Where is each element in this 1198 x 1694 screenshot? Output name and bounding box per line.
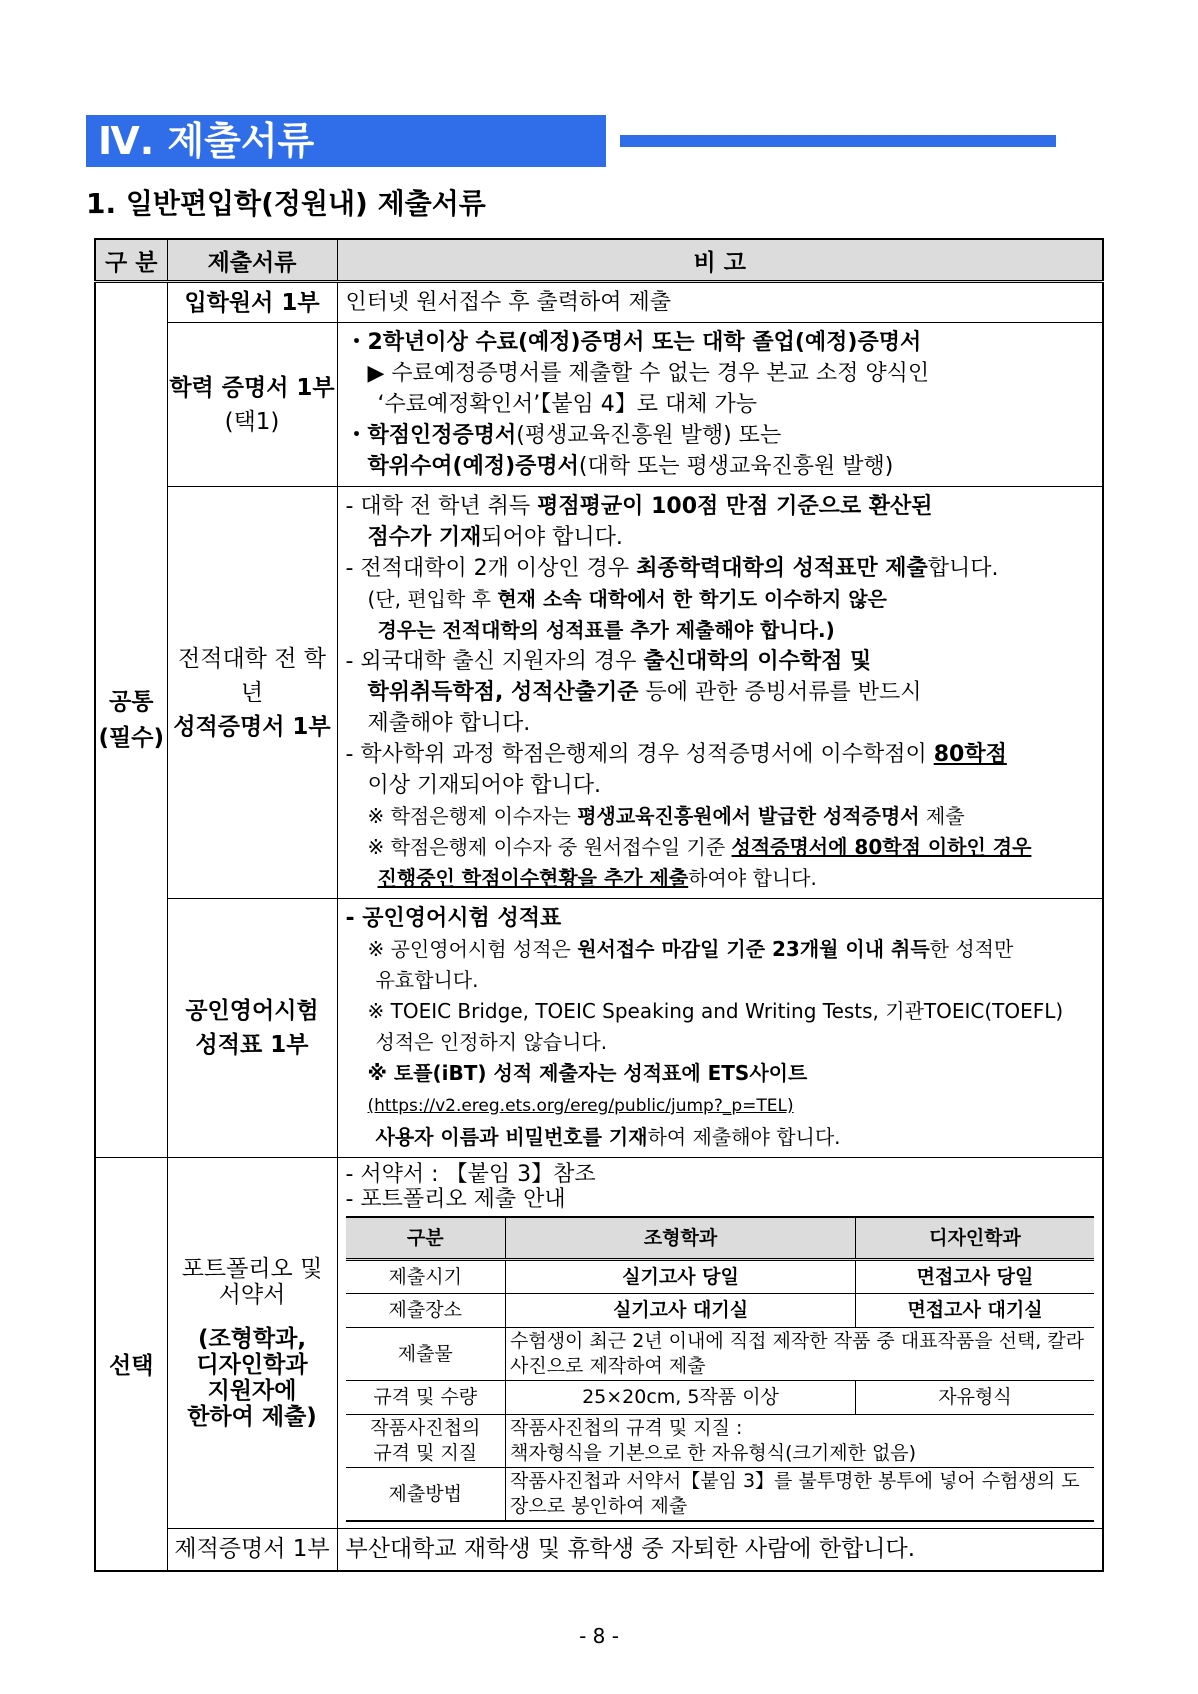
header-category: 구 분 [95, 239, 167, 282]
inner-value: 면접고사 대기실 [856, 1294, 1095, 1328]
doc-expulsion: 제적증명서 1부 [167, 1529, 337, 1571]
inner-value: 실기고사 당일 [506, 1260, 856, 1294]
doc-transcript: 전적대학 전 학년 성적증명서 1부 [167, 487, 337, 899]
inner-header-design: 디자인학과 [856, 1217, 1095, 1260]
note-education: ・2학년이상 수료(예정)증명서 또는 대학 졸업(예정)증명서 ▶ 수료예정증명서를 제출할 수 없는 경우 본교 소정 양식인 ‘수료예정확인서’【붙임 4】로 대체 가능 ・학점인정증명서(평생교육진흥원 발행) 또는 학위수여(예정)증명서(대학 또는 평생교육진흥원 발행) [337, 323, 1103, 487]
inner-label: 제출시기 [346, 1260, 506, 1294]
inner-value: 25×20cm, 5작품 이상 [506, 1381, 856, 1415]
inner-value: 면접고사 당일 [856, 1260, 1095, 1294]
note-portfolio: - 서약서 : 【붙임 3】참조 - 포트폴리오 제출 안내 구분 조형학과 디자인학과 제출시기 실기고사 당일 면접고사 당일 제출장소 실기고사 대기실 면접고사 대기실 제출물 수험생이 최근 2년 이내에 직접 제작한 작품 중 대표작품을 선택, 칼라 사진으로 제작하여 제출 규격 및 수량 25×20cm, 5작품 이상 자유형식 작품사진첩의 규격 및 지질 작품사진첩의 규격 및 지질 : 책자형식을 기본으로 한 자유형식(크기제한 없음) 제출방법 작품사진첩과 서약서【붙임 3】를 불투명한 봉투에 넣어 수험생의 도장으로 봉인하여 제출 [337, 1158, 1103, 1529]
note-transcript: - 대학 전 학년 취득 평점평균이 100점 만점 기준으로 환산된 점수가 기재되어야 합니다. - 전적대학이 2개 이상인 경우 최종학력대학의 성적표만 제출합니다. (단, 편입학 후 현재 소속 대학에서 한 학기도 이수하지 않은 경우는 전적대학의 성적표를 추가 제출해야 합니다.) - 외국대학 출신 지원자의 경우 출신대학의 이수학점 및 학위취득학점, 성적산출기준 등에 관한 증빙서류를 반드시 제출해야 합니다. - 학사학위 과정 학점은행제의 경우 성적증명서에 이수학점이 80학점 이상 기재되어야 합니다. ※ 학점은행제 이수자는 평생교육진흥원에서 발급한 성적증명서 제출 ※ 학점은행제 이수자 중 원서접수일 기준 성적증명서에 80학점 이하인 경우 진행중인 학점이수현황을 추가 제출하여야 합니다. [337, 487, 1103, 899]
inner-value: 실기고사 대기실 [506, 1294, 856, 1328]
doc-application: 입학원서 1부 [167, 282, 337, 323]
group-common: 공통 (필수) [95, 282, 167, 1158]
documents-table [94, 238, 1104, 1572]
inner-label: 제출장소 [346, 1294, 506, 1328]
inner-value: 작품사진첩과 서약서【붙임 3】를 불투명한 봉투에 넣어 수험생의 도장으로 봉인하여 제출 [506, 1468, 1095, 1522]
doc-english: 공인영어시험 성적표 1부 [167, 899, 337, 1158]
note-english: - 공인영어시험 성적표 ※ 공인영어시험 성적은 원서접수 마감일 기준 23개월 이내 취득한 성적만 유효합니다. ※ TOEIC Bridge, TOEIC Speaking and Writing Tests, 기관TOEIC(TOEFL) 성적은 인정하지 않습니다. ※ 토플(iBT) 성적 제출자는 성적표에 ETS사이트(https://v2.ereg.ets.org/ereg/public/jump?_p=TEL) 사용자 이름과 비밀번호를 기재하여 제출해야 합니다. [337, 899, 1103, 1158]
header-remarks: 비 고 [337, 239, 1103, 282]
inner-value: 자유형식 [856, 1381, 1095, 1415]
inner-value: 수험생이 최근 2년 이내에 직접 제작한 작품 중 대표작품을 선택, 칼라 사진으로 제작하여 제출 [506, 1328, 1095, 1381]
inner-label: 제출방법 [346, 1468, 506, 1522]
note-expulsion: 부산대학교 재학생 및 휴학생 중 자퇴한 사람에 한합니다. [337, 1529, 1103, 1571]
inner-header-category: 구분 [346, 1217, 506, 1260]
inner-label: 규격 및 수량 [346, 1381, 506, 1415]
doc-education: 학력 증명서 1부 (택1) [167, 323, 337, 487]
note-application: 인터넷 원서접수 후 출력하여 제출 [337, 282, 1103, 323]
inner-header-sculpture: 조형학과 [506, 1217, 856, 1260]
section-title: Ⅳ. 제출서류 [86, 115, 606, 167]
inner-value: 작품사진첩의 규격 및 지질 : 책자형식을 기본으로 한 자유형식(크기제한 없음) [506, 1415, 1095, 1468]
page-number: - 8 - [579, 1624, 619, 1648]
group-optional: 선택 [95, 1158, 167, 1571]
inner-label: 작품사진첩의 규격 및 지질 [346, 1415, 506, 1468]
subsection-title: 1. 일반편입학(정원내) 제출서류 [86, 187, 486, 220]
inner-label: 제출물 [346, 1328, 506, 1381]
portfolio-table [346, 1216, 1095, 1522]
header-documents: 제출서류 [167, 239, 337, 282]
section-rule [620, 135, 1056, 147]
doc-portfolio: 포트폴리오 및 서약서 (조형학과, 디자인학과 지원자에 한하여 제출) [167, 1158, 337, 1529]
